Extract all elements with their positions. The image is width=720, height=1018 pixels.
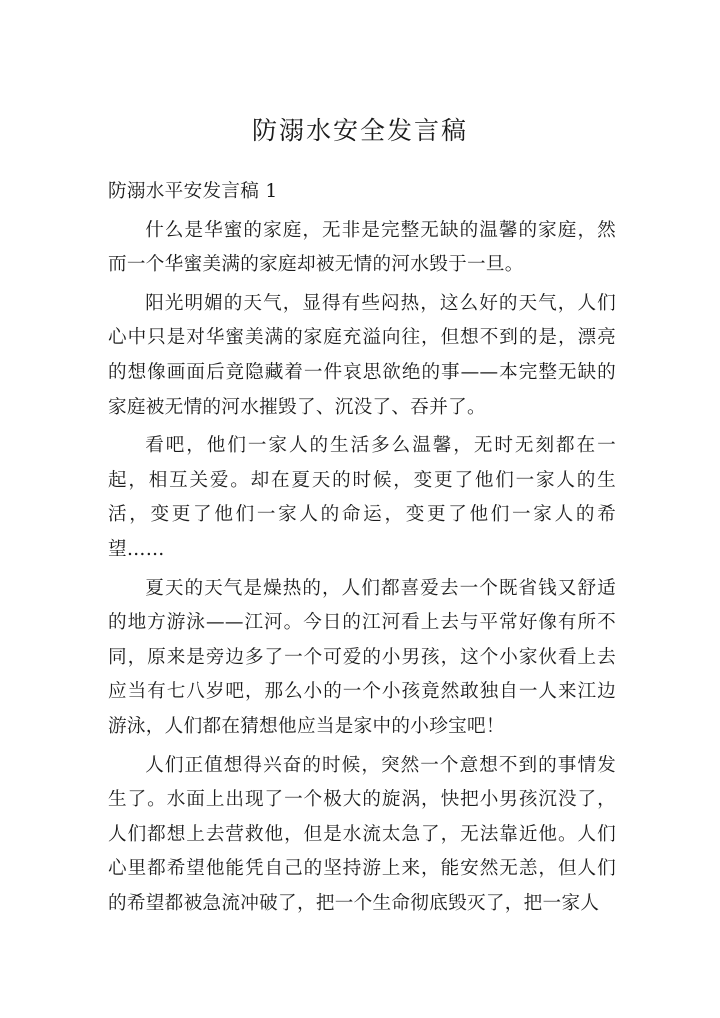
document-title: 防溺水安全发言稿 — [251, 116, 468, 145]
paragraph: 夏天的天气是燥热的，人们都喜爱去一个既省钱又舒适的地方游泳——江河。今日的江河看上去与平常好像有所不同，原来是旁边多了一个可爱的小男孩，这个小家伙看上去应当有七八岁吧，那么小的一个小孩竟然敢独自一人来江边游泳，人们都在猜想他应当是家中的小珍宝吧！ — [108, 577, 616, 737]
paragraph: 什么是华蜜的家庭，无非是完整无缺的温馨的家庭，然而一个华蜜美满的家庭却被无情的河水毁于一旦。 — [108, 219, 616, 276]
paragraph: 看吧，他们一家人的生活多么温馨，无时无刻都在一起，相互关爱。却在夏天的时候，变更了他们一家人的生活，变更了他们一家人的命运，变更了他们一家人的希望…… — [108, 435, 616, 560]
document-body — [108, 175, 616, 925]
section-heading: 防溺水平安发言稿 1 — [108, 181, 278, 202]
paragraph: 阳光明媚的天气，显得有些闷热，这么好的天气，人们心中只是对华蜜美满的家庭充溢向往，但想不到的是，漂亮的想像画面后竟隐藏着一件哀思欲绝的事——本完整无缺的家庭被无情的河水摧毁了、沉没了、吞并了。 — [108, 292, 616, 418]
paragraph: 人们正值想得兴奋的时候，突然一个意想不到的事情发生了。水面上出现了一个极大的旋涡，快把小男孩沉没了，人们都想上去营救他，但是水流太急了，无法靠近他。人们心里都希望他能凭自己的坚持游上来，能安然无恙，但人们的希望都被急流冲破了，把一个生命彻底毁灭了，把一家人 — [108, 754, 616, 914]
